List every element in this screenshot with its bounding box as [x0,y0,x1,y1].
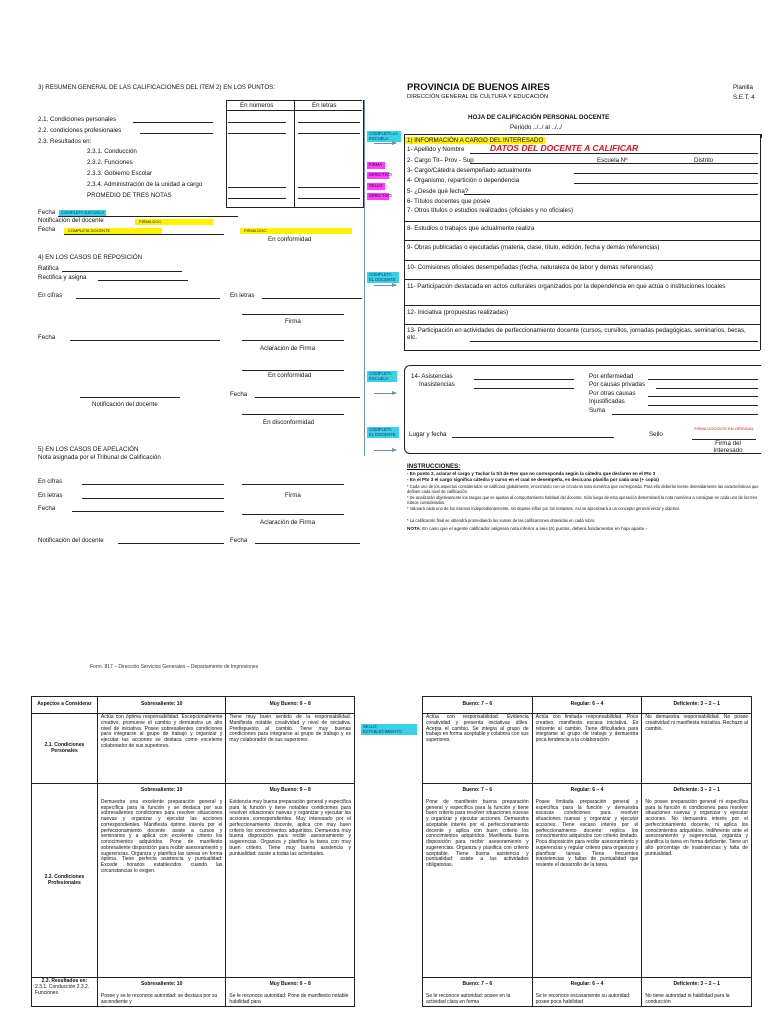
section-3-title: 3) RESUMEN GENERAL DE LAS CALIFICACIONES DEL ITEM 2) EN LOS PUNTOS: [38,84,276,91]
instr-line-2: - En el Pto 3 el cargo significa cátedra y curso en el cual se desempeña, es decir,una planilla por cada una (+ copia) [407,477,659,482]
row-2-3-bueno-header: Bueno: 7 – 6 [462,981,493,987]
injustificadas-label: Injustificadas [589,398,625,405]
row-2-2-regular [532,784,642,978]
en-cifras2-label: En cifras [38,478,63,485]
row-2-1-bueno: Actúa con responsabilidad. Evidencia creatividad y presenta iniciativas útiles. Acepta el cambio. Se integra al grupo de trabajo en forma aceptable y colabora con sus superiores. [423,714,533,784]
instr-line-4: * Se analizarán objetivamente los rasgos que se ajustan al comportamiento habitual del docente. Sólo luego de esta operación determinará la nota numérica a consignar en cada uno de los tres rubros considerados. [407,495,758,505]
lugar-fecha-label: Lugar y fecha [409,431,447,438]
col-header-numeros: En números [240,102,274,109]
row-2-3-deficiente-text: No tiene autoridad ni habilidad para la conducción [645,992,730,1005]
instr-line-6: * La calificación final se obtendrá promediando las sumas de las calificaciones obtenidas en cada rubro. [407,518,596,523]
firma-label: Firma [285,318,301,325]
nota-text: : En caso que el agente calificador asignara nota inferior a seis (6) puntos, deberá fundamentar en hoja aparte.- [419,526,647,531]
subitem-2-3-4: 2.3.4. Administración de la unidad a cargo [87,181,203,188]
completa-el-docente-tag-2: COMPLETA EL DOCENTE [367,427,399,438]
form-footer: Form. 817 – Dirección Servicios Generales – Departamento de Impresiones [90,664,259,670]
field-5: 5- ¿Desde qué fecha? [407,188,469,195]
row-2-3-regular-text: Se le reconoce escasamente su autoridad: posee poca habilidad [535,992,631,1005]
criteria-table-right [422,696,752,1007]
instrucciones-title: INSTRUCCIONES: [407,463,461,470]
direccion-title: DIRECCIÓN GENERAL DE CULTURA Y EDUCACIÓN [407,94,549,100]
firma2-label: Firma [285,492,301,499]
datos-docente-highlight: DATOS DEL DOCENTE A CALIFICAR [490,143,639,153]
row-2-3-deficiente [642,978,752,1007]
field-7: 7- Otros títulos o estudios realizados (oficiales y no oficiales) [407,207,574,214]
field-6: 6- Títulos docentes que posee [407,198,491,205]
fecha3-label: Fecha [38,334,56,341]
en-conformidad-1: En conformidad [268,236,312,243]
inasistencias-label: Inasistencias [419,381,455,388]
instr-line-3: * Cada uno de los aspectos considerados se calificará globalmente, encerrando con un círculo la nota numérica que corresponda. Para ello deberán leerse detenidamente las características que definen cada nivel de calificación. [407,484,759,494]
en-letras-label: En letras [230,292,255,299]
field-3: 3- Cargo/Cátedra desempeñado actualmente [407,167,532,174]
en-conformidad-2: En conformidad [268,372,312,379]
section-4-title: 4) EN LOS CASOS DE REPOSICIÓN [38,254,143,261]
row-2-2-bueno-text: Pone de manifiesto buena preparación general y específica para la función y tiene buen criterio para resolver situaciones nuevas y organizar y ejecutar acciones. Demuestra aceptable interés por el perfeccionamiento docente y aplica con buen criterio los conocimientos adquiridos. Manifiesta buena disposición para recibir asesoramiento y sugerencias. Organiza y planifica con criterio aceptable. Tiene buena asistencia y puntualidad: asiste a las actividades obligatorias. [426,798,529,868]
row-2-2-bueno [423,784,533,978]
row-2-3-title: 2.3. Resultados en: [41,978,88,984]
periodo-label: Periodo ../../ al ../../ [510,124,562,131]
row-2-2-deficiente-header: Deficiente: 3 – 2 – 1 [673,787,720,793]
instr-line-1: - En punto 2, aclarar el cargo y Tachar la Sit de Rev que no corresponda según la cátedra que declaren en el Pto 3 [407,471,656,476]
criteria-table-left [31,696,355,1007]
row-2-3-deficiente-header: Deficiente: 3 – 2 – 1 [673,981,720,987]
row-2-3-mb-text: Se le reconoce autoridad: Pone de manifiesto notable habilidad para [229,992,349,1005]
subitem-2-3-3: 2.3.3. Gobierno Escolar [87,170,153,177]
instr-line-5: * Valorará cada uno de los mismos independientemente, sin dejarse influir por los restantes. Así se aproximará a un concepto general veraz y objetivo. [407,506,681,511]
fecha-label: Fecha [38,209,56,216]
item-2-3: 2.3. Resultados en: [38,138,92,145]
firma-doc-tag-2: FIRMA DOC. [240,228,352,234]
field-10: 10- Comisiones oficiales desempeñadas (fecha, naturaleza de labor y demás referencias) [407,264,653,271]
por-privadas-label: Por causas privadas [589,381,646,388]
en-cifras-label: En cifras [38,292,63,299]
mag-tag-directivo-2: DIRECTIVO [369,193,392,198]
sello-establecimiento-tag: SELLO ESTABLECIMIENTO [361,724,417,735]
row-2-3-muy-bueno [226,978,355,1007]
header-regular: Regular: 6 – 4 [532,697,642,714]
promedio-label: PROMEDIO DE TRES NOTAS [87,192,172,199]
ratifica-label: Ratifica [38,265,59,272]
completa-escuela-tag: COMPLETA ESCUELA [61,210,105,215]
row-2-3-label [32,978,98,1007]
cargo-label: 2- Cargo Tit– Prov - Sup [407,157,474,164]
en-disconformidad: En disconformidad [263,419,315,426]
row-2-2-label: 2.2. Condiciones Profesionales [32,784,98,978]
header-aspectos: Aspectos a Considerar [32,697,98,714]
row-2-1-muy-bueno: Tiene muy buen sentido de la responsabilidad. Manifiesta notable creatividad y nivel de iniciativa. Predispuesto al cambio. Tiene muy buenas condiciones para integrarse al grupo de trabajo y es muy colaborador de sus superiores. [226,714,355,784]
nota-label: NOTA [407,526,420,531]
set-label: S.E.T. 4 [733,94,755,101]
row-2-2-sob-header: Sobresaliente: 10 [140,787,183,793]
col-header-letras: En letras [312,102,337,109]
row-2-2-sobresaliente [97,784,226,978]
aclaracion-label: Aclaración de Firma [260,345,316,352]
mag-tag-sello: SELLO [367,183,385,190]
header-bueno: Bueno: 7 – 6 [423,697,533,714]
field-12: 12- Iniciativa (propuestas realizadas) [407,309,509,316]
info-title: 1) INFORMACIÓN A CARGO DEL INTERESADO [407,137,544,144]
fecha2-label: Fecha [38,226,56,233]
row-2-3-regular [532,978,642,1007]
fecha4-label: Fecha [230,391,248,398]
row-2-2-regular-text: Posee limitada preparación general y específica para la función y demuestra escasas condiciones para resolver situaciones nuevas y organizar y ejecutar acciones. Tiene escaso interés por el perfeccionamiento docente: replica los conocimientos adquiridos con criterio limitado. Poca disposición para recibir asesoramiento y sugerencias y regular criterio para organizar y planificar tareas. Tiene frecuentes inasistencias y faltas de puntualidad que resiente el desarrollo de la tarea. [535,798,639,868]
row-2-3-bueno-text: Se le reconoce autoridad: posee en la actividad clara en forma [426,992,511,1005]
field-11: 11- Participación destacada en actos culturales organizados por la dependencia en que actúa o instituciones locales [407,283,726,290]
planilla-label: Planilla [733,84,753,91]
provincia-title: PROVINCIA DE BUENOS AIRES [407,82,550,93]
row-2-2-sob-text: Demuestra una excelente preparación general y específica para la función y se destaca por sus sobresalientes condiciones para resolver situaciones nuevas y organizar y ejecutar las acciones correspondientes. Manifiesta óptimo interés por el perfeccionamiento docente: asiste a cursos y seminarios y a aplica con excelente criterio los conocimientos adquiridos. Pone de manifiesto sobresaliente disposición para recibir asesoramiento y sugerencias. Organiza y planifica las tareas en forma óptima. Tiene perfecta asistencia y puntualidad: Excede horarios establecidos cuando las circunstancias lo exigen. [100,798,223,874]
distrito-label: Distrito [694,157,714,164]
en-letras2-label: En letras [38,492,63,499]
firma-doc-tag: FIRMA DOC. [135,219,213,225]
row-2-2-mb-header: Muy Bueno: 9 – 8 [269,787,311,793]
row-2-3-sob-text: Posee y se le reconoce autoridad: se destaca por su ascendiente y [100,992,218,1005]
completa-escuela-tag-2: COMPLETA ESCUELA [367,371,397,382]
firma-docente-original-tag: FIRMA DOCENTE EN ORIGINAL [694,426,754,431]
row-2-3-bueno [423,978,533,1007]
field-9: 9- Obras publicadas o ejecutadas (materia, clase, título, edición, fecha y demás referencias) [407,244,660,251]
row-2-1-regular: Actúa con limitada responsabilidad. Poco creativo, manifiesta escasa iniciativa. Es reticente al cambio. Tiene dificultades para integrarse al grupo de trabajo y demuestra poca tendencia a la colaboración. [532,714,642,784]
suma-label: Suma [589,407,606,414]
row-2-2-mb-text: Evidencia muy buena preparación general y específica para la función y tiene notables condiciones para resolver situaciones nuevas y organizar y ejecutar las acciones correspondientes. Muy interesado por el perfeccionamiento docente, aplica con muy buen criterio los conocimientos adquiridos. Demuestra muy buena disposición para recibir asesoramiento y sugerencias. Organiza y planifica la tarea con muy buen criterio. Tiene muy buena asistencia y puntualidad: asiste a todas las actividades. [229,798,351,857]
header-sobresaliente: Sobresaliente: 10 [97,697,226,714]
row-2-2-muy-bueno [226,784,355,978]
row-2-2-regular-header: Regular: 6 – 4 [570,787,604,793]
completa-el-docente-tag: COMPLETA EL DOCENTE [367,272,399,283]
header-muy-bueno: Muy Bueno: 9 – 8 [226,697,355,714]
row-2-1-label: 2.1. Condiciones Personales [32,714,98,784]
subitem-2-3-2: 2.3.2. Funciones [87,159,133,166]
completa-la-escuela-tag: COMPLETA LA ESCUELA [367,131,401,142]
por-enfermedad-label: Por enfermedad [589,373,634,380]
field-13: 13- Participación en actividades de perfeccionamiento docente (cursos, cursillos, jornadas pedagógicas, seminarios, becas, etc. [407,327,746,342]
escuela-label: Escuela Nº [597,157,628,164]
hoja-title: HOJA DE CALIFICACIÓN PERSONAL DOCENTE [468,114,610,121]
row-2-2-deficiente [642,784,752,978]
rectifica-label: Rectifica y asigna [38,274,87,281]
header-deficiente: Deficiente: 3 – 2 – 1 [642,697,752,714]
row-2-2-deficiente-text: No posee preparación general ni específica para la función ni condiciones para resolver situaciones nuevas y organizar y ejecutar acciones. No demuestra interés por el perfeccionamiento docente, ni aplica los conocimientos adquiridos. Indiferente ante el asesoramiento y sugerencias, organiza y planifica la tarea en forma deficiente. Tiene un alto porcentaje de inasistencias y falta de puntualidad. [645,798,748,857]
fecha6-label: Fecha [230,537,248,544]
item-2-2: 2.2. condiciones profesionales [38,127,122,134]
mag-tag-firma: FIRMA [367,162,385,169]
field-8: 8- Estudios o trabajos que actualmente realiza [407,225,535,232]
row-2-2-bueno-header: Bueno: 7 – 6 [462,787,493,793]
row-2-3-regular-header: Regular: 6 – 4 [570,981,604,987]
row-2-3-mb-header: Muy Bueno: 9 – 8 [269,981,311,987]
row-2-3-sub: 2.3.1. Conducción 2.3.2. Funciones [35,983,90,996]
firma-interesado-label: Firma del Interesado [713,440,743,455]
section-5-subtitle: Nota asignada por el Tribunal de Calificación [38,454,161,461]
section-5-title: 5) EN LOS CASOS DE APELACIÓN [38,446,139,453]
sello-label: Sello [649,431,663,438]
notificacion3-label: Notificación del docente [38,537,104,544]
aclaracion2-label: Aclaración de Firma [260,519,316,526]
row-2-3-sob-header: Sobresaliente: 10 [140,981,183,987]
notificacion-label: Notificación del docente [38,217,104,224]
row-2-1-sobresaliente: Actúa con óptima responsabilidad. Excepcionalmente creativo, promueve el cambio y demuestra un alto nivel de iniciativa. Posee sobresalientes condiciones para integrarse al grupo de trabajo y organizar y ejecutar las acciones se destaca como excelente colaborador de sus superiores. [97,714,226,784]
mag-tag-directivo: DIRECTIVO [369,172,392,177]
notificacion2-label: Notificación del docente [92,401,158,408]
nota-line [407,526,761,532]
row-2-3-sobresaliente [97,978,226,1007]
completa-docente-tag: COMPLETA DOCENTE [64,228,162,234]
subitem-2-3-1: 2.3.1. Conducción [87,148,137,155]
apellido-label: 1- Apellido y Nombre [407,146,465,153]
por-otras-label: Por otras causas [589,390,636,397]
asistencias-label: 14- Asistencias [411,373,453,380]
field-4: 4- Organismo, repartición o dependencia [407,177,520,184]
item-2-1: 2.1. Condiciones personales [38,116,117,123]
row-2-1-deficiente: No demuestra responsabilidad. No posee creatividad ni manifiesta iniciativa. Rechazo al cambio. [642,714,752,784]
fecha5-label: Fecha [38,505,56,512]
